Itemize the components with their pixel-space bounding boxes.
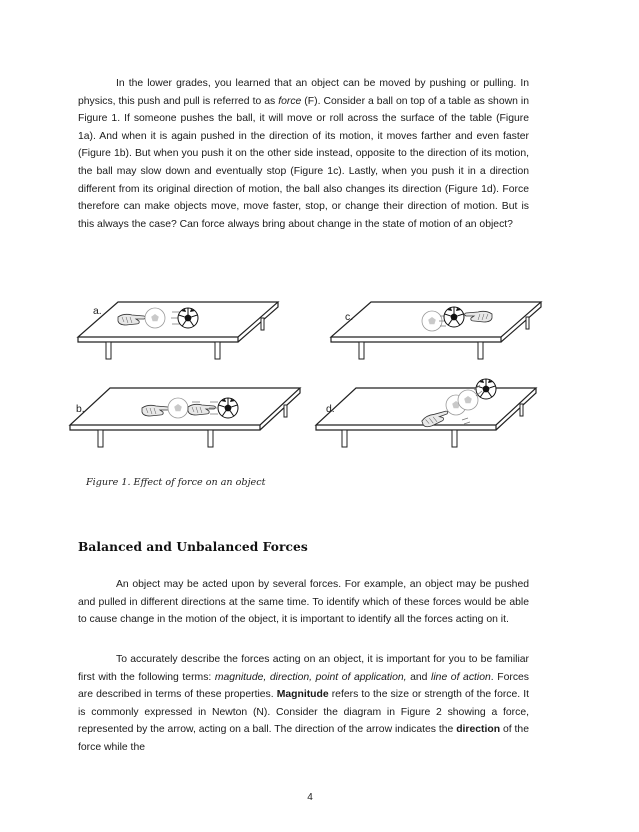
terms-paragraph — [78, 651, 529, 757]
terms-bold-direction: direction — [456, 724, 501, 736]
terms-bold-magnitude: Magnitude — [276, 689, 329, 701]
terms-text-3: . Forces are described in terms of these properties. — [78, 671, 530, 701]
figure-label-d: d. — [326, 404, 335, 415]
figure-1-illustration — [60, 290, 560, 460]
terms-text-4: refers to the size or strength of the force. It is commonly expressed in Newton (N). Consider the diagram in Figure 2 showing a force, represented by the arrow, acting on a ball. The direction of the arrow indicates the — [78, 689, 529, 736]
forces-text: An object may be acted upon by several forces. For example, an object may be pushed and pulled in different directions at the same time. To identify which of these forces would be able to cause change in the motion of the object, it is important to identify all the forces acting on it. — [78, 579, 529, 626]
table-a — [76, 300, 278, 359]
table-d — [316, 379, 536, 447]
figure-label-c: c. — [345, 312, 354, 323]
section-heading: Balanced and Unbalanced Forces — [78, 540, 308, 554]
terms-text-2: and — [406, 671, 432, 683]
terms-italic-1: magnitude, direction, point of application, — [214, 671, 407, 683]
terms-text-1: To accurately describe the forces acting on an object, it is important for you to be familiar first with the following terms: — [78, 654, 529, 683]
tables-drawing — [60, 290, 560, 460]
table-c — [331, 302, 541, 359]
forces-paragraph — [78, 576, 529, 629]
figure-caption: Figure 1. Effect of force on an object — [86, 477, 266, 488]
figure-label-a: a. — [93, 306, 102, 317]
intro-term-force: force — [278, 95, 302, 107]
intro-text-2: (F). Consider a ball on top of a table as shown in Figure 1. If someone pushes the ball, it will move or roll across the surface of the table (Figure 1a). And when it is again pushed in the direction of its motion, it moves farther and even faster (Figure 1b). But when you push it on the other side instead, opposite to the direction of its motion, the ball may slow down and eventually stop (Figure 1c). Lastly, when you push it in a direction different from its original direction of motion, the ball also changes its direction (Figure 1d). Force therefore can make objects move, move faster, stop, or change their direction of motion. But is this always the case? Can force always bring about change in the state of motion of an object? — [78, 95, 529, 230]
terms-text-5: of the force while the — [78, 724, 529, 753]
intro-paragraph — [78, 75, 529, 233]
figure-label-b: b. — [76, 404, 85, 415]
intro-text-1: In the lower grades, you learned that an object can be moved by pushing or pulling. In physics, this push and pull is referred to as — [78, 78, 529, 107]
terms-italic-2: line of action — [431, 671, 491, 683]
table-b — [70, 388, 300, 447]
page-number: 4 — [307, 792, 313, 803]
